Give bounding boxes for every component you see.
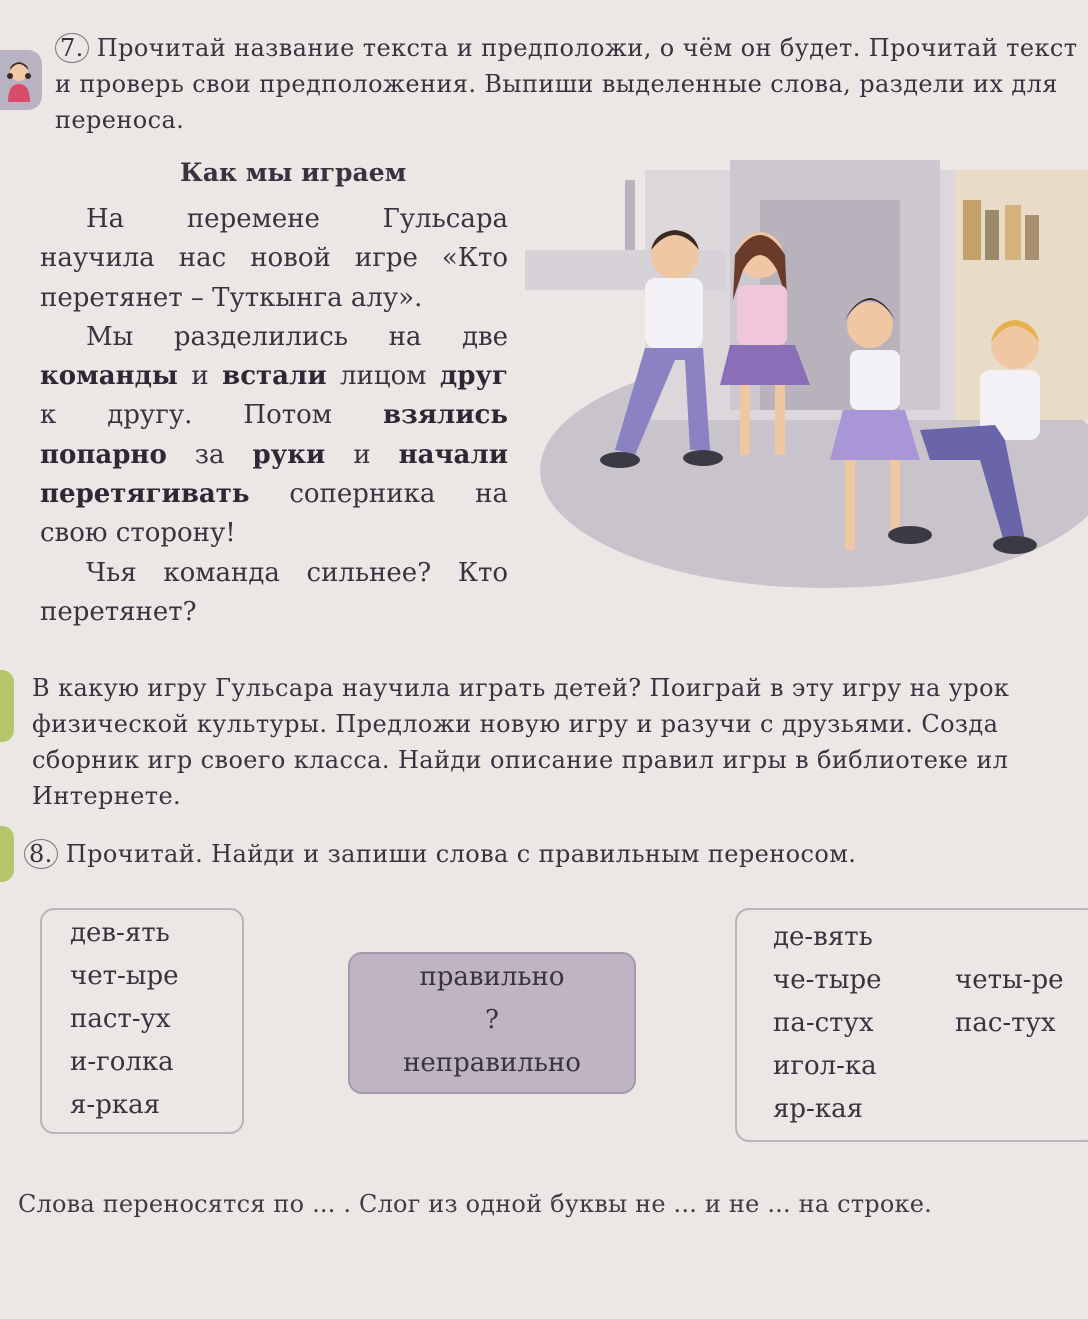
highlighted-word: встали: [222, 361, 327, 392]
correct-label: правильно: [419, 962, 565, 992]
word-item: я-ркая: [70, 1090, 160, 1120]
highlighted-word: взялись попарно: [40, 400, 508, 470]
question-line2: физической культуры. Предложи новую игру и разучи с друзьями. Созда: [32, 710, 999, 738]
word-item: паст-ух: [70, 1004, 171, 1034]
children-playing-illustration: [525, 160, 1088, 600]
child-icon: [2, 58, 36, 104]
right-words-box: [735, 908, 1088, 1142]
task8-instruction: Прочитай. Найди и запиши слова с правильным переносом.: [65, 840, 857, 868]
task7-text: [55, 30, 1088, 138]
word-item: и-голка: [70, 1047, 174, 1077]
highlighted-word: друг: [439, 361, 508, 392]
task8-text: [24, 836, 856, 872]
story-text: [40, 200, 508, 632]
question-mark: ?: [485, 1005, 499, 1035]
task7-line1: Прочитай название текста и предположи, о чём он будет. Прочитай текст: [96, 34, 1078, 62]
rule-sentence: Слова переносятся по ... . Слог из одной буквы не ... и не ... на строке.: [18, 1190, 932, 1218]
highlighted-word: начали перетягивать: [40, 439, 508, 510]
word-item: че-тыре: [773, 965, 882, 995]
story-paragraph-2: Мы разделились на две команды и встали лицом друг к другу. Потом взялись попарно за руки и начали перетягивать соперника на свою сторону!: [40, 321, 508, 549]
highlighted-word: команды: [40, 361, 178, 392]
word-item: игол-ка: [773, 1051, 877, 1081]
question-line3: сборник игр своего класса. Найди описание правил игры в библиотеке ил: [32, 746, 1009, 774]
word-item: яр-кая: [773, 1094, 863, 1124]
incorrect-label: неправильно: [403, 1048, 581, 1078]
task7-marker: [0, 50, 42, 110]
word-item: па-стух: [773, 1008, 874, 1038]
task8-number: 8.: [24, 839, 58, 869]
task7-line3: переноса.: [55, 106, 185, 134]
question-text: [32, 670, 1088, 814]
word-item: чет-ыре: [70, 961, 179, 991]
task7-number: 7.: [55, 33, 89, 63]
word-item: де-вять: [773, 922, 873, 952]
question-line4: Интернете.: [32, 782, 182, 810]
wrong-words-box: [40, 908, 244, 1134]
highlighted-word: руки: [252, 439, 326, 470]
word-item: дев-ять: [70, 918, 170, 948]
story-paragraph-3: Чья команда сильнее? Кто перетянет?: [40, 557, 508, 627]
task7-line2: и проверь свои предположения. Выпиши выделенные слова, раздели их для: [55, 70, 1058, 98]
question-line1: В какую игру Гульсара научила играть детей? Поиграй в эту игру на урок: [32, 674, 1010, 702]
task8-marker: [0, 826, 14, 882]
question-marker: [0, 670, 14, 742]
story-title: Как мы играем: [180, 158, 407, 187]
word-item: четы-ре: [955, 965, 1064, 995]
story-paragraph-1: На перемене Гульсара научила нас новой игре «Кто перетянет – Туткынга алу».: [40, 204, 508, 313]
correct-incorrect-box: [348, 952, 636, 1094]
word-item: пас-тух: [955, 1008, 1056, 1038]
